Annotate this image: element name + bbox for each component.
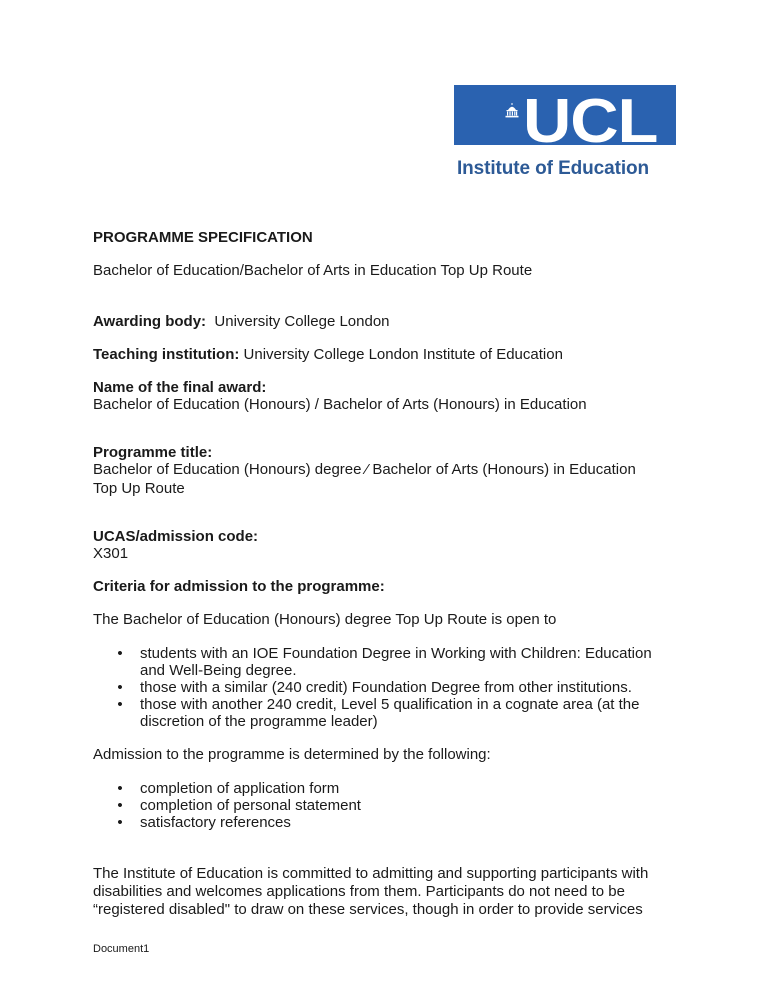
awarding-body (93, 313, 683, 330)
criteria-item-line: discretion of the programme leader) (140, 713, 378, 730)
awarding-body-value: University College London (214, 313, 390, 330)
admission-list-item (93, 780, 683, 797)
criteria-item-line: and Well-Being degree. (140, 662, 297, 679)
admission-list-item (93, 814, 683, 831)
final-award-value: Bachelor of Education (Honours) / Bachelor of Arts (Honours) in Education (93, 396, 587, 413)
criteria-item-line: students with an IOE Foundation Degree in Working with Children: Education (140, 645, 652, 662)
logo-ucl-letters: UCL (523, 87, 658, 156)
dome-icon (505, 103, 519, 118)
criteria-list-item (93, 679, 683, 696)
document-content (93, 229, 683, 919)
criteria-label: Criteria for admission to the programme: (93, 578, 385, 595)
teaching-institution-label: Teaching institution: (93, 346, 240, 363)
programme-title-value-line1: Bachelor of Education (Honours) degree ⁄ Bachelor of Arts (Honours) in Education (93, 461, 636, 478)
ucas-code-value: X301 (93, 545, 129, 562)
admission-item-text: completion of personal statement (140, 797, 361, 814)
bullet-icon: • (117, 780, 123, 797)
programme-title-label: Programme title: (93, 444, 213, 461)
bullet-icon: • (117, 814, 123, 831)
admission-list (93, 780, 683, 831)
criteria-list (93, 645, 683, 730)
programme-subheading: Bachelor of Education/Bachelor of Arts in Education Top Up Route (93, 262, 533, 279)
criteria-item-line: those with another 240 credit, Level 5 qualification in a cognate area (at the (140, 696, 640, 713)
document-footer: Document1 (93, 943, 150, 955)
admission-item-text: completion of application form (140, 780, 340, 797)
disability-line: “registered disabled" to draw on these services, though in order to provide services (93, 901, 643, 918)
disability-line: disabilities and welcomes applications from them. Participants do not need to be (93, 883, 625, 900)
ucas-code-label: UCAS/admission code: (93, 528, 259, 545)
bullet-icon: • (117, 797, 123, 814)
bullet-icon: • (117, 645, 123, 662)
awarding-body-label: Awarding body: (93, 313, 207, 330)
bullet-icon: • (117, 679, 123, 696)
admission-list-item (93, 797, 683, 814)
admission-intro: Admission to the programme is determined by the following: (93, 746, 491, 763)
teaching-institution (93, 346, 683, 363)
ucl-ioe-logo (454, 85, 676, 180)
teaching-institution-value: University College London Institute of Education (243, 346, 563, 363)
bullet-icon: • (117, 696, 123, 713)
admission-item-text: satisfactory references (140, 814, 291, 831)
criteria-list-item (93, 645, 683, 679)
criteria-list-item (93, 696, 683, 730)
page-title: PROGRAMME SPECIFICATION (93, 229, 313, 246)
disability-paragraph (93, 865, 683, 919)
logo-subtitle: Institute of Education (457, 158, 650, 179)
programme-title-value-line2: Top Up Route (93, 480, 185, 497)
criteria-item-line: those with a similar (240 credit) Foundation Degree from other institutions. (140, 679, 632, 696)
criteria-intro: The Bachelor of Education (Honours) degree Top Up Route is open to (93, 611, 557, 628)
disability-line: The Institute of Education is committed to admitting and supporting participants with (93, 865, 649, 882)
final-award-label: Name of the final award: (93, 379, 267, 396)
